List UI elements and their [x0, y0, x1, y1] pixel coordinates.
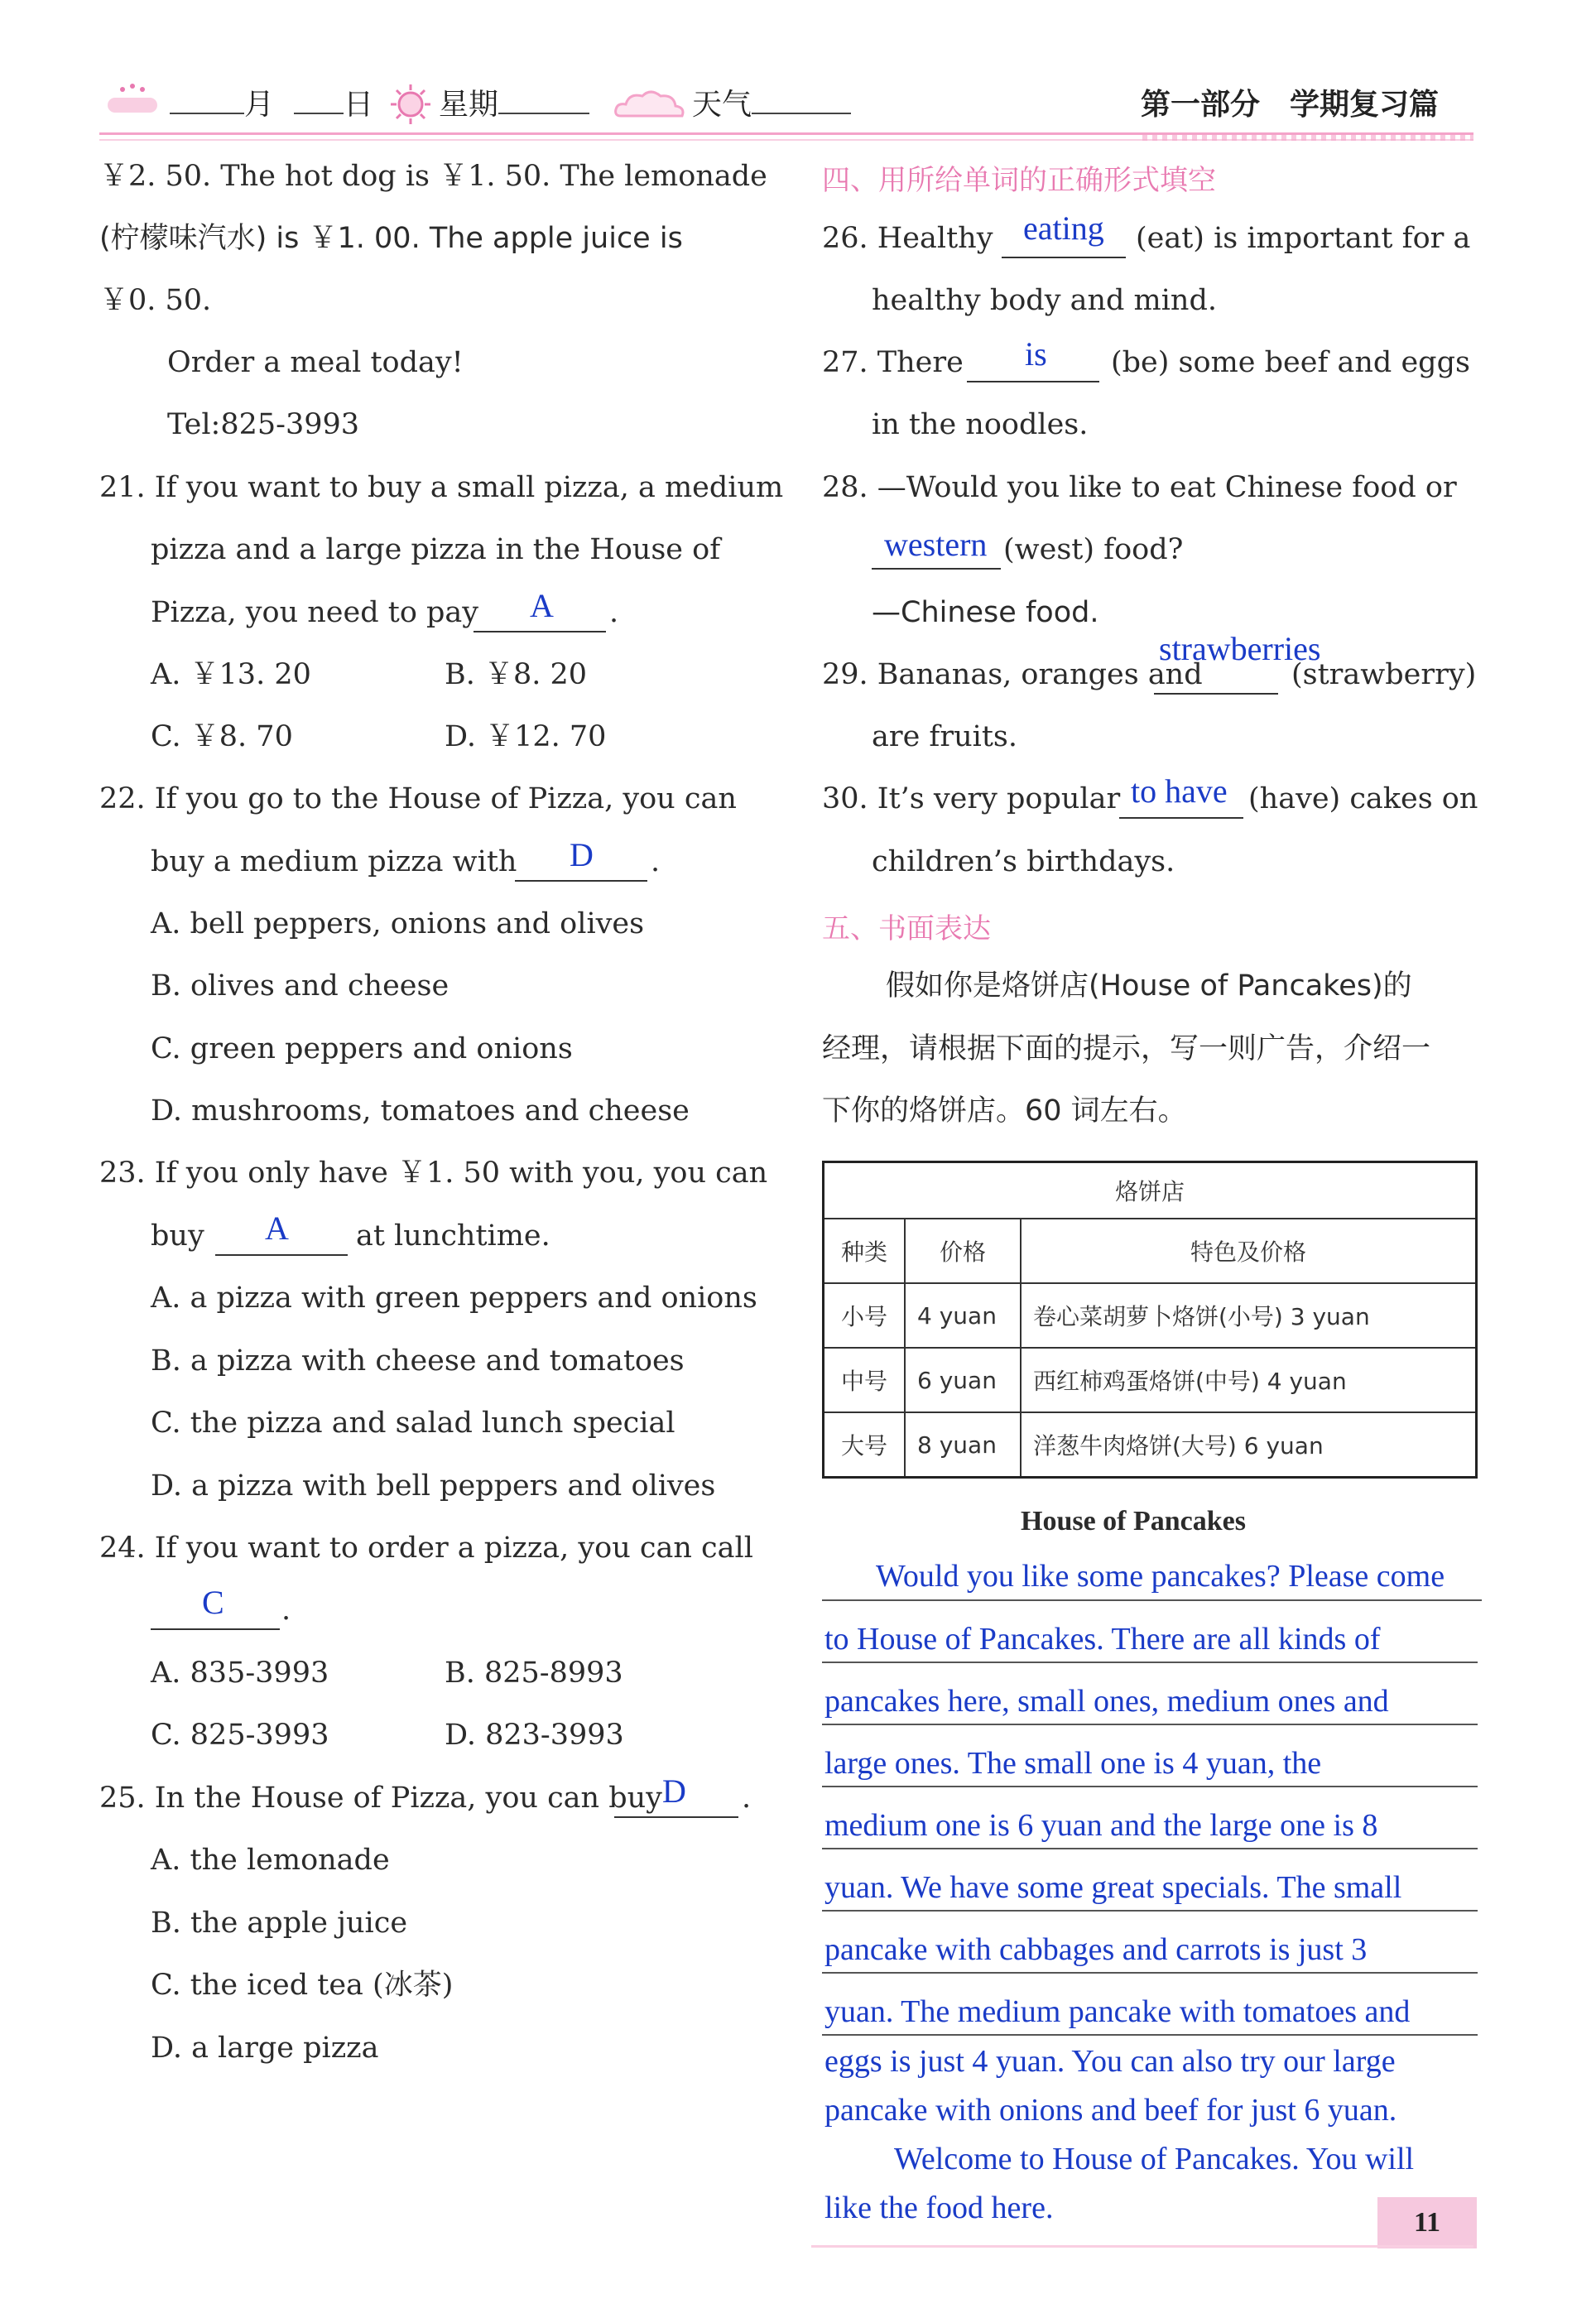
q24-option-c: C. 825-3993 — [151, 1719, 329, 1752]
q28-post: (west) food? — [1003, 533, 1184, 566]
passage-line: (柠檬味汽水) is ￥1. 00. The apple juice is — [99, 222, 683, 255]
table-cell: 中号 — [824, 1348, 906, 1412]
q25-option-b: B. the apple juice — [151, 1907, 408, 1940]
q28-blank — [872, 568, 1001, 570]
q27-pre: 27. There — [822, 346, 964, 379]
writing-prompt: 假如你是烙饼店(House of Pancakes)的 — [886, 969, 1412, 1003]
essay-line: eggs is just 4 yuan. You can also try our large — [824, 2044, 1396, 2079]
q22-option-b: B. olives and cheese — [151, 969, 449, 1003]
q26-line2: healthy body and mind. — [872, 284, 1217, 317]
q30-pre: 30. It’s very popular — [822, 782, 1121, 815]
q27-blank — [967, 381, 1099, 382]
q23-answer: A — [265, 1209, 289, 1247]
date-day: 日 — [294, 81, 373, 123]
q26-pre: 26. Healthy — [822, 222, 993, 255]
q21-stem: Pizza, you need to pay — [151, 596, 479, 629]
q28-answer: western — [884, 526, 988, 563]
essay-rule — [822, 2034, 1478, 2036]
q22-stem: 22. If you go to the House of Pizza, you can — [99, 782, 737, 815]
q27-line2: in the noodles. — [872, 408, 1089, 441]
q29-answer: strawberries — [1159, 630, 1321, 667]
q22-stem: buy a medium pizza with — [151, 845, 517, 878]
essay-title: House of Pancakes — [1021, 1506, 1246, 1537]
footer-rule — [811, 2245, 1473, 2248]
q30-blank — [1119, 817, 1243, 819]
section-5-title: 五、书面表达 — [822, 912, 991, 945]
q21-option-c: C. ￥8. 70 — [151, 720, 293, 753]
q23-blank — [215, 1254, 348, 1256]
table-header: 特色及价格 — [1021, 1219, 1477, 1283]
writing-prompt: 下你的烙饼店。60 词左右。 — [822, 1094, 1187, 1128]
essay-line: large ones. The small one is 4 yuan, the — [824, 1746, 1322, 1781]
q23-option-d: D. a pizza with bell peppers and olives — [151, 1469, 716, 1503]
essay-line: medium one is 6 yuan and the large one is 8 — [824, 1808, 1378, 1843]
essay-line: yuan. We have some great specials. The small — [824, 1870, 1402, 1905]
q30-post: (have) cakes on — [1248, 782, 1478, 815]
table-cell: 6 yuan — [905, 1348, 1021, 1412]
pancake-info-table — [822, 1161, 1478, 1479]
passage-line: ￥0. 50. — [99, 284, 212, 317]
q24-option-a: A. 835-3993 — [151, 1657, 329, 1690]
table-cell: 西红柿鸡蛋烙饼(中号) 4 yuan — [1021, 1348, 1477, 1412]
essay-rule — [822, 1599, 1482, 1601]
q23-option-b: B. a pizza with cheese and tomatoes — [151, 1344, 685, 1378]
q21-option-b: B. ￥8. 20 — [445, 658, 588, 691]
period: . — [742, 1782, 752, 1815]
essay-rule — [822, 1786, 1478, 1787]
q25-option-d: D. a large pizza — [151, 2032, 379, 2065]
q26-answer: eating — [1023, 209, 1104, 247]
q29-line2: are fruits. — [872, 720, 1018, 753]
q23-stem: at lunchtime. — [356, 1219, 550, 1253]
q30-answer: to have — [1131, 772, 1228, 810]
table-header: 种类 — [824, 1219, 906, 1283]
essay-line: to House of Pancakes. There are all kinds of — [824, 1622, 1381, 1657]
q24-answer: C — [202, 1584, 224, 1621]
q29-blank — [1154, 693, 1278, 695]
q24-blank — [151, 1628, 280, 1630]
q24-stem: 24. If you want to order a pizza, you can call — [99, 1532, 753, 1565]
q24-option-b: B. 825-8993 — [445, 1657, 623, 1690]
header-dots — [1142, 132, 1473, 141]
q25-stem: 25. In the House of Pizza, you can buy — [99, 1782, 662, 1815]
cloud-icon — [613, 86, 687, 123]
header-decoration-icon — [106, 79, 164, 121]
q22-option-d: D. mushrooms, tomatoes and cheese — [151, 1094, 690, 1128]
table-cell: 大号 — [824, 1412, 906, 1478]
q22-option-c: C. green peppers and onions — [151, 1032, 573, 1065]
table-cell: 8 yuan — [905, 1412, 1021, 1478]
q25-option-c: C. the iced tea (冰茶) — [151, 1969, 454, 2002]
period: . — [651, 845, 661, 878]
period: . — [609, 596, 619, 629]
essay-line: like the food here. — [824, 2191, 1054, 2225]
page-number: 11 — [1377, 2197, 1477, 2248]
table-cell: 4 yuan — [905, 1283, 1021, 1348]
q21-stem: pizza and a large pizza in the House of — [151, 533, 721, 566]
essay-line: pancake with cabbages and carrots is just 3 — [824, 1932, 1368, 1967]
essay-rule — [822, 1724, 1478, 1725]
q30-line2: children’s birthdays. — [872, 845, 1175, 878]
essay-rule — [822, 1662, 1478, 1663]
table-cell: 卷心菜胡萝卜烙饼(小号) 3 yuan — [1021, 1283, 1477, 1348]
q22-option-a: A. bell peppers, onions and olives — [151, 907, 645, 940]
q28-line1: 28. —Would you like to eat Chinese food or — [822, 471, 1457, 504]
essay-line: pancake with onions and beef for just 6 yuan. — [824, 2093, 1397, 2128]
q29-post: (strawberry) — [1291, 658, 1477, 691]
q21-answer: A — [530, 587, 554, 624]
q25-answer: D — [662, 1772, 686, 1810]
q25-option-a: A. the lemonade — [151, 1844, 390, 1877]
q29-pre: 29. Bananas, oranges and — [822, 658, 1203, 691]
q21-option-a: A. ￥13. 20 — [151, 658, 311, 691]
essay-line: Would you like some pancakes? Please come — [876, 1559, 1445, 1594]
q25-blank — [614, 1816, 738, 1818]
date-month: 月 — [170, 81, 274, 123]
q26-blank — [1002, 257, 1126, 258]
table-cell: 洋葱牛肉烙饼(大号) 6 yuan — [1021, 1412, 1477, 1478]
period: . — [281, 1594, 291, 1627]
q27-post: (be) some beef and eggs — [1111, 346, 1470, 379]
q27-answer: is — [1025, 335, 1047, 373]
q23-option-a: A. a pizza with green peppers and onions — [151, 1282, 757, 1315]
q21-blank — [474, 631, 606, 632]
sun-icon — [389, 83, 432, 126]
q21-option-d: D. ￥12. 70 — [445, 720, 607, 753]
essay-rule — [822, 1972, 1478, 1974]
essay-rule — [822, 1848, 1478, 1849]
q24-option-d: D. 823-3993 — [445, 1719, 624, 1752]
section-4-title: 四、用所给单词的正确形式填空 — [822, 164, 1216, 197]
part-title: 第一部分 学期复习篇 — [1141, 88, 1440, 122]
q28-line3: —Chinese food. — [872, 596, 1099, 629]
q23-stem: buy — [151, 1219, 204, 1253]
essay-line: yuan. The medium pancake with tomatoes and — [824, 1994, 1411, 2029]
q23-option-c: C. the pizza and salad lunch special — [151, 1407, 675, 1440]
passage-line: Order a meal today! — [167, 346, 464, 379]
writing-prompt: 经理，请根据下面的提示，写一则广告，介绍一 — [822, 1032, 1431, 1065]
q23-stem: 23. If you only have ￥1. 50 with you, you can — [99, 1157, 768, 1190]
essay-rule — [822, 1910, 1478, 1912]
weekday-field: 星期 — [439, 81, 589, 123]
q22-answer: D — [570, 836, 594, 873]
q26-post: (eat) is important for a — [1136, 222, 1471, 255]
table-title: 烙饼店 — [824, 1162, 1477, 1219]
essay-line: pancakes here, small ones, medium ones and — [824, 1684, 1389, 1719]
table-header: 价格 — [905, 1219, 1021, 1283]
table-cell: 小号 — [824, 1283, 906, 1348]
passage-line: ￥2. 50. The hot dog is ￥1. 50. The lemonade — [99, 160, 767, 193]
passage-line: Tel:825-3993 — [167, 408, 360, 441]
q22-blank — [515, 880, 647, 882]
essay-line: Welcome to House of Pancakes. You will — [894, 2142, 1415, 2176]
q21-stem: 21. If you want to buy a small pizza, a medium — [99, 471, 784, 504]
weather-field: 天气 — [692, 81, 851, 123]
